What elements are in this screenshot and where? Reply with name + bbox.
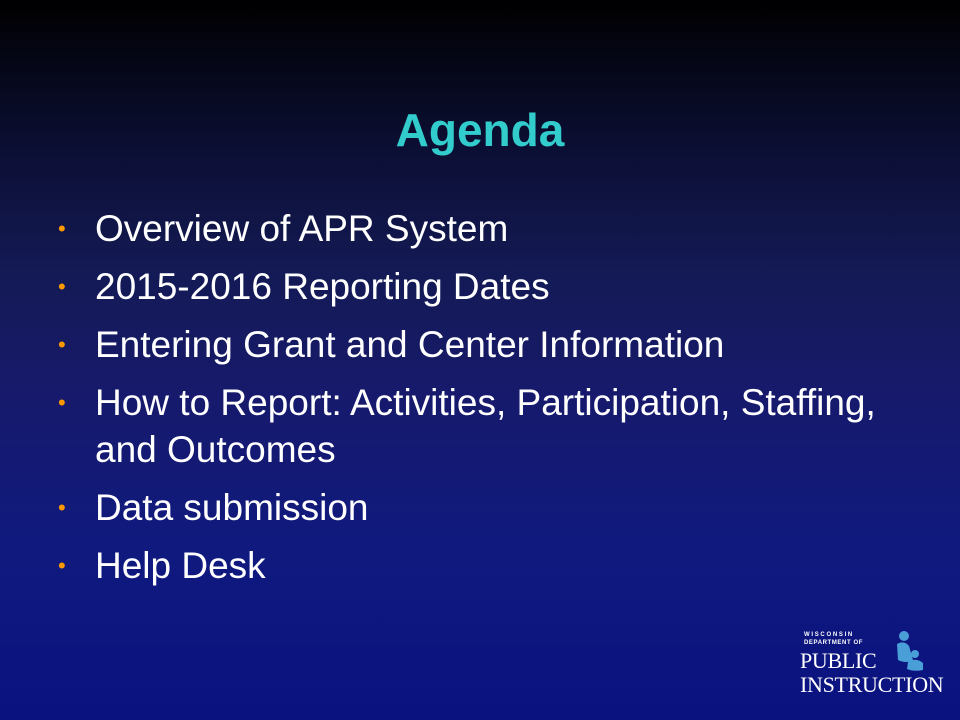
bullet-text: Entering Grant and Center Information [95,324,725,365]
bullet-item [58,321,918,368]
bullet-text: Data submission [95,487,369,528]
bullet-text: 2015-2016 Reporting Dates [95,266,550,307]
bullet-item [58,263,918,310]
bullet-item [58,379,918,473]
bullet-text: Overview of APR System [95,208,509,249]
dpi-logo [796,628,944,704]
bullet-marker: • [58,332,66,357]
bullet-item [58,484,918,531]
bullet-text: Help Desk [95,545,266,586]
logo-line-public: PUBLIC [800,648,877,673]
bullet-marker: • [58,274,66,299]
parent-child-icon [894,630,924,672]
bullet-item [58,205,918,252]
slide-title: Agenda [395,104,565,156]
bullet-list [58,205,918,600]
bullet-text: How to Report: Activities, Participation, Staffing, and Outcomes [95,382,876,470]
logo-line-wisconsin: WISCONSIN [804,632,854,638]
bullet-item [58,542,918,589]
bullet-marker: • [58,495,66,520]
logo-line-instruction: INSTRUCTION [800,672,944,697]
logo-line-department: DEPARTMENT OF [804,640,864,646]
bullet-marker: • [58,553,66,578]
bullet-marker: • [58,390,66,415]
bullet-marker: • [58,216,66,241]
